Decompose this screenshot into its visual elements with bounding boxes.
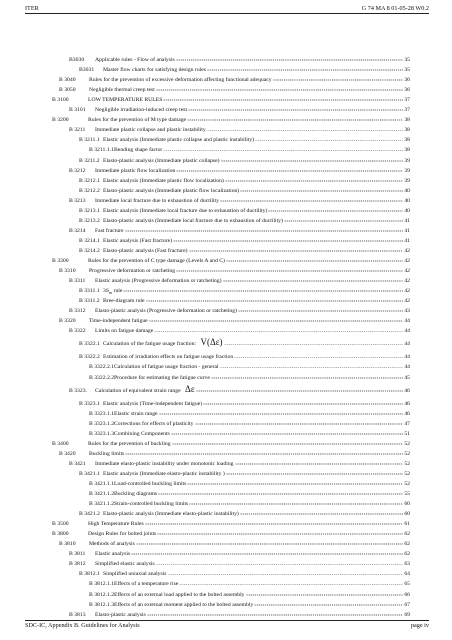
toc-entry-page: 52 xyxy=(404,470,410,477)
toc-entry-title: Calculation of the fatigue usage fraction: V(Δε) xyxy=(103,337,223,348)
toc-entry[interactable] xyxy=(89,145,410,153)
toc-entry-page: 41 xyxy=(404,217,410,224)
toc-entry[interactable] xyxy=(69,326,410,334)
toc-entry-title: Negligible thermal creep test xyxy=(89,87,155,94)
toc-leader-dots xyxy=(147,610,404,616)
toc-entry-title: Elastic analysis (Time-independent fatigue) xyxy=(103,400,203,407)
toc-entry[interactable] xyxy=(79,399,410,407)
toc-entry-page: 42 xyxy=(404,258,410,264)
toc-entry[interactable] xyxy=(59,266,410,274)
toc-entry-title: Elastic analysis (Immediate plastic flow localization) xyxy=(103,177,224,184)
toc-leader-dots xyxy=(238,306,403,312)
toc-entry-page: 38 xyxy=(404,127,410,134)
toc-entry-number: B 3311 xyxy=(69,278,86,285)
toc-entry[interactable] xyxy=(52,519,410,527)
toc-entry-number: B 3420 xyxy=(59,450,76,457)
toc-leader-dots xyxy=(156,559,404,565)
toc-entry-title: LOW TEMPERATURE RULES xyxy=(88,97,163,104)
toc-entry[interactable] xyxy=(69,610,410,618)
toc-entry[interactable] xyxy=(79,176,410,184)
toc-entry-title: Elasto-plastic analysis (Immediate local fracture due to exhaustion of ductility) xyxy=(103,217,283,224)
toc-leader-dots xyxy=(220,362,404,368)
toc-entry[interactable] xyxy=(69,125,410,133)
toc-entry[interactable] xyxy=(79,569,410,577)
toc-entry-number: B 3211.1.1 xyxy=(89,147,114,154)
toc-entry[interactable] xyxy=(79,352,410,360)
toc-leader-dots xyxy=(176,266,403,272)
toc-leader-dots xyxy=(207,125,404,131)
toc-entry[interactable] xyxy=(79,286,410,296)
page-footer xyxy=(25,622,429,629)
toc-entry-title: Buckling limits xyxy=(89,450,125,457)
toc-entry-title: Elastic strain range xyxy=(114,410,158,417)
toc-entry-page: 42 xyxy=(404,298,410,305)
toc-leader-dots xyxy=(145,519,404,525)
toc-entry-page: 60 xyxy=(404,501,410,508)
toc-entry-number: B 3323.1.2 xyxy=(89,420,115,427)
toc-entry-title: Elastic analysis xyxy=(95,551,131,558)
toc-entry[interactable] xyxy=(89,489,410,497)
toc-entry-page: 39 xyxy=(404,167,410,174)
toc-entry-page: 41 xyxy=(404,227,410,234)
toc-entry-title: Elasto-plastic analysis (Immediate elasto-plastic instability) xyxy=(103,511,239,518)
toc-entry-title: Rules for the prevention of excessive deformation affecting functional adequacy xyxy=(89,77,272,84)
toc-entry-title: Strain-controlled buckling limits xyxy=(114,501,189,508)
toc-entry[interactable] xyxy=(89,590,410,598)
toc-entry-number: B 3322.2 xyxy=(79,354,100,361)
toc-entry-title: Progressive deformation or ratcheting xyxy=(89,268,176,275)
toc-entry-title: Elasto-plastic analysis (Fast fracture) xyxy=(103,247,188,254)
toc-entry[interactable] xyxy=(52,439,410,447)
toc-leader-dots xyxy=(154,326,403,332)
toc-entry-page: 62 xyxy=(404,531,410,538)
toc-entry[interactable] xyxy=(79,206,410,214)
toc-entry-page: 46 xyxy=(404,410,410,417)
toc-leader-dots xyxy=(163,145,403,151)
toc-entry-number: B 3300 xyxy=(52,258,69,264)
toc-entry-title: Applicable rules - Flow of analysis xyxy=(95,57,175,63)
toc-entry[interactable] xyxy=(69,196,410,204)
toc-entry-page: 44 xyxy=(404,354,410,361)
toc-entry-number: B 3213.2 xyxy=(79,217,100,224)
toc-entry-number: B 3421 xyxy=(69,460,86,467)
toc-entry-page: 46 xyxy=(404,400,410,407)
toc-entry-page: 44 xyxy=(404,328,410,335)
toc-entry-number: B 3322.1 xyxy=(79,341,100,348)
toc-entry-title: Time-independent fatigue xyxy=(89,318,148,325)
toc-entry-title: Methods of analysis xyxy=(89,541,135,548)
toc-leader-dots xyxy=(163,95,403,101)
toc-entry[interactable] xyxy=(79,135,410,143)
toc-leader-dots xyxy=(149,316,404,322)
toc-leader-dots xyxy=(220,196,403,202)
toc-entry[interactable] xyxy=(89,409,410,417)
toc-entry[interactable] xyxy=(79,469,410,477)
toc-leader-dots xyxy=(240,186,403,192)
toc-leader-dots xyxy=(284,216,403,222)
toc-entry-page: 38 xyxy=(404,137,410,144)
toc-entry-page: 61 xyxy=(404,521,410,528)
toc-entry[interactable] xyxy=(69,105,410,113)
toc-leader-dots xyxy=(187,115,403,121)
toc-entry[interactable] xyxy=(79,246,410,254)
toc-entry-number: B 3212 xyxy=(69,167,86,174)
toc-entry-number: B3030 xyxy=(69,57,85,63)
toc-leader-dots xyxy=(211,373,403,379)
toc-entry-page: 52 xyxy=(404,450,410,457)
toc-entry-number: B 3810 xyxy=(59,541,76,548)
toc-leader-dots xyxy=(136,539,404,545)
toc-entry-page: 35 xyxy=(404,57,410,63)
toc-leader-dots xyxy=(223,276,404,282)
toc-entry-title: Immediate elasto-plastic instability under monotonic loading xyxy=(95,460,234,467)
toc-leader-dots xyxy=(226,256,403,262)
toc-entry-page: 38 xyxy=(404,147,410,154)
toc-leader-dots xyxy=(131,549,403,555)
toc-entry[interactable] xyxy=(69,166,410,174)
toc-entry-number: B 3421.1.2 xyxy=(89,491,115,497)
toc-leader-dots xyxy=(234,352,403,358)
toc-leader-dots xyxy=(221,156,404,162)
toc-entry-number: B 3421.1 xyxy=(79,470,100,477)
toc-entry-title: High Temperature Rules xyxy=(88,521,144,528)
header-left: ITER xyxy=(25,5,39,12)
toc-entry-page: 45 xyxy=(404,374,410,381)
toc-entry[interactable] xyxy=(89,362,410,370)
toc-entry-title: Elastic analysis (Progressive deformation or ratcheting) xyxy=(95,278,222,285)
toc-entry-title: Elastic analysis (Fast fracture) xyxy=(103,237,173,244)
toc-leader-dots xyxy=(254,600,403,606)
toc-entry-page: 44 xyxy=(404,341,410,348)
toc-entry-page: 60 xyxy=(404,511,410,518)
toc-entry[interactable] xyxy=(89,373,410,381)
toc-entry-title: Elastic analysis (Immediate elasto-plastic instability ) xyxy=(103,470,225,477)
toc-entry-title: Rules for the prevention of buckling xyxy=(88,440,171,447)
toc-entry-title: Corrections for effects of plasticity xyxy=(114,420,194,427)
toc-entry-number: B 3322.2.1 xyxy=(89,364,115,371)
toc-entry-number: B 3320 xyxy=(59,318,76,325)
toc-entry[interactable] xyxy=(79,339,410,347)
toc-entry-page: 36 xyxy=(404,87,410,94)
toc-leader-dots xyxy=(225,176,403,182)
toc-entry[interactable] xyxy=(69,226,410,234)
toc-entry-page: 67 xyxy=(404,601,410,608)
toc-entry-title: Fast fracture xyxy=(95,227,124,234)
toc-entry-page: 42 xyxy=(404,247,410,254)
toc-entry-page: 63 xyxy=(404,561,410,568)
toc-entry-title: Elastic analysis (Immediate local fracture due to exhaustion of ductility) xyxy=(103,207,268,214)
toc-leader-dots xyxy=(187,479,403,485)
toc-entry-number: B 3812.1 xyxy=(79,571,100,578)
toc-entry-number: B 3211.1 xyxy=(79,137,100,144)
toc-entry-title: Immediate plastic flow localization xyxy=(95,167,176,174)
toc-entry-page: 39 xyxy=(404,157,410,164)
toc-entry-number: B 3312 xyxy=(69,308,86,315)
toc-entry-title: Elastic analysis (Immediate plastic collapse and plastic instability) xyxy=(103,137,255,144)
toc-leader-dots xyxy=(173,236,403,242)
toc-entry-number: B 3212.1 xyxy=(79,177,100,184)
toc-entry-number: B 3214.2 xyxy=(79,247,100,254)
toc-entry-page: 51 xyxy=(404,430,410,437)
toc-entry-number: B 3800 xyxy=(52,531,69,538)
toc-entry-page: 42 xyxy=(404,278,410,285)
toc-entry[interactable] xyxy=(89,499,410,507)
toc-entry-number: B 3213.1 xyxy=(79,207,100,214)
toc-entry-title: Immediate plastic collapse and plastic instability xyxy=(95,127,206,134)
toc-entry-number: B 3050 xyxy=(59,87,76,94)
toc-leader-dots xyxy=(176,55,404,61)
toc-entry-title: Elasto-plastic analysis (Immediate plastic flow localization) xyxy=(103,187,240,194)
toc-entry-number: B 3311.1 xyxy=(79,288,100,295)
toc-entry[interactable] xyxy=(52,529,410,537)
toc-leader-dots xyxy=(226,469,404,475)
toc-entry[interactable] xyxy=(79,509,410,517)
toc-entry-number: B 3311.2 xyxy=(79,298,100,305)
toc-entry-title: Procedure for estimating the fatigue curve xyxy=(114,374,210,381)
toc-entry-number: B 3214 xyxy=(69,227,86,234)
toc-entry-page: 37 xyxy=(404,97,410,104)
page-header xyxy=(25,5,429,12)
toc-entry-title: Load-controlled buckling limits xyxy=(114,480,187,487)
toc-entry-formula: Δε xyxy=(185,383,195,394)
toc-entry-page: 36 xyxy=(404,77,410,84)
toc-leader-dots xyxy=(125,226,404,232)
header-rule xyxy=(25,13,429,14)
toc-entry-number: B 3811 xyxy=(69,551,86,558)
toc-entry-page: 37 xyxy=(404,107,410,114)
toc-leader-dots xyxy=(159,409,404,415)
toc-leader-dots xyxy=(268,206,403,212)
toc-entry-page: 69 xyxy=(404,611,410,618)
toc-entry-page: 40 xyxy=(404,197,410,204)
toc-entry-number: B 3212.2 xyxy=(79,187,100,194)
toc-leader-dots xyxy=(273,75,404,81)
toc-entry[interactable] xyxy=(79,236,410,244)
toc-entry-title: Estimation of irradiation effects on fatigue usage fraction xyxy=(103,354,234,361)
toc-entry[interactable] xyxy=(89,600,410,608)
toc-leader-dots xyxy=(255,135,403,141)
toc-entry-title: Buckling diagrams xyxy=(114,491,158,497)
toc-leader-dots xyxy=(246,590,404,596)
toc-entry-number: B 3200 xyxy=(52,117,69,124)
toc-entry-number: B 3322 xyxy=(69,328,86,335)
toc-entry-number: B 3421.1.1 xyxy=(89,480,115,487)
toc-entry-number: B3031 xyxy=(79,67,95,74)
toc-entry-number: B 3323.1.3 xyxy=(89,430,115,437)
toc-entry[interactable] xyxy=(59,539,410,547)
toc-entry[interactable] xyxy=(69,459,410,467)
toc-entry-title: Limits on fatigue damage xyxy=(95,328,154,335)
toc-entry-page: 41 xyxy=(404,237,410,244)
toc-leader-dots xyxy=(203,399,403,405)
toc-entry-title: Elasto-plastic analysis xyxy=(95,611,146,618)
toc-entry-title: Design Rules for bolted joints xyxy=(88,531,157,538)
toc-entry-title: Elasto-plastic analysis (Progressive deformation or ratcheting) xyxy=(95,308,237,315)
toc-entry-page: 64 xyxy=(404,571,410,578)
toc-entry-number: B 3812 xyxy=(69,561,86,568)
toc-entry-page: 42 xyxy=(404,268,410,275)
footer-rule xyxy=(25,620,429,621)
toc-entry[interactable] xyxy=(89,429,410,437)
toc-entry-page: 39 xyxy=(404,177,410,184)
toc-leader-dots xyxy=(195,419,404,425)
toc-entry-number: B 3211.2 xyxy=(79,157,100,164)
toc-leader-dots xyxy=(158,489,403,495)
toc-entry-page: 62 xyxy=(404,541,410,548)
toc-entry-title: Simplified elastic analysis xyxy=(95,561,155,568)
toc-leader-dots xyxy=(189,246,404,252)
toc-entry-page: 52 xyxy=(404,460,410,467)
toc-entry-page: 40 xyxy=(404,187,410,194)
toc-entry-number: B 3813 xyxy=(69,611,86,618)
toc-leader-dots xyxy=(157,529,403,535)
toc-entry[interactable] xyxy=(79,216,410,224)
toc-entry-number: B 3214.1 xyxy=(79,237,100,244)
toc-entry[interactable] xyxy=(79,296,410,304)
toc-entry-number: B 3812.1.1 xyxy=(89,581,115,588)
toc-entry-number: B 3101 xyxy=(69,107,86,114)
toc-entry[interactable] xyxy=(69,549,410,557)
toc-leader-dots xyxy=(235,459,404,465)
toc-entry-page: 52 xyxy=(404,480,410,487)
footer-right: page iv xyxy=(410,622,429,629)
toc-entry-page: 43 xyxy=(404,308,410,315)
toc-leader-dots xyxy=(240,509,403,515)
toc-leader-dots xyxy=(171,429,404,435)
toc-entry-page: 62 xyxy=(404,551,410,558)
toc-entry[interactable] xyxy=(69,276,410,284)
toc-entry-number: B 3421.2 xyxy=(79,511,100,518)
toc-entry-title: Calculation of fatigue usage fraction - general xyxy=(114,364,219,371)
toc-entry-number: B 3421.1.2 xyxy=(89,501,115,508)
toc-entry-title: Effects of an external load applied to the bolted assembly xyxy=(114,591,245,598)
toc-entry-page: 44 xyxy=(404,364,410,371)
toc-entry[interactable] xyxy=(59,316,410,324)
toc-entry-page: 38 xyxy=(404,117,410,124)
toc-entry-page: 66 xyxy=(404,591,410,598)
toc-leader-dots xyxy=(189,499,403,505)
toc-entry[interactable] xyxy=(59,449,410,457)
toc-entry[interactable] xyxy=(79,156,410,164)
toc-entry-title: Rules for the prevention of M type damage xyxy=(88,117,187,124)
toc-entry-formula: V(Δε) xyxy=(200,337,223,348)
toc-leader-dots xyxy=(125,449,403,455)
toc-entry-title: Master flow charts for satisfying design rules xyxy=(103,67,206,74)
toc-entry-page: 55 xyxy=(404,491,410,497)
toc-leader-dots xyxy=(188,105,403,111)
toc-entry-number: B 3500 xyxy=(52,521,69,528)
toc-entry-page: 44 xyxy=(404,318,410,325)
toc-entry-title: Immediate local fracture due to exhaustion of ductility xyxy=(95,197,219,204)
toc-entry-number: B 3323. xyxy=(69,387,88,394)
toc-entry[interactable] xyxy=(52,256,410,264)
toc-entry-number: B 3211 xyxy=(69,127,86,134)
toc-entry[interactable] xyxy=(52,95,410,103)
toc-entry-number: B 3213 xyxy=(69,197,86,204)
toc-entry[interactable] xyxy=(79,186,410,194)
toc-leader-dots xyxy=(156,85,403,91)
toc-entry-title: Bending shape factor xyxy=(114,147,163,154)
toc-entry-title: Effects of an external moment applied to the bolted assembly xyxy=(114,601,254,608)
toc-entry-number: B 3400 xyxy=(52,440,69,447)
footer-left: SDC-IC, Appendix B. Guidelines for Analysis xyxy=(25,622,140,629)
toc-leader-dots xyxy=(123,286,403,292)
toc-leader-dots xyxy=(172,439,404,445)
toc-entry-title: Combining Components xyxy=(114,430,170,437)
toc-entry[interactable] xyxy=(52,115,410,123)
toc-entry-title: Simplified uniaxial analysis xyxy=(103,571,167,578)
toc-entry-number: B 3323.1.1 xyxy=(89,410,115,417)
toc-entry-number: B 3812.1.2 xyxy=(89,591,115,598)
toc-entry[interactable] xyxy=(59,75,410,83)
toc-entry-number: B 3040 xyxy=(59,77,76,84)
toc-entry[interactable] xyxy=(89,479,410,487)
toc-entry-number: B 3812.1.3 xyxy=(89,601,115,608)
toc-entry-number: B 3322.2.2 xyxy=(89,374,115,381)
toc-entry-title: Rules for the prevention of C type damage (Levels A and C) xyxy=(88,258,225,264)
toc-entry[interactable] xyxy=(69,55,410,63)
toc-entry-page: 35 xyxy=(404,67,410,74)
toc-entry[interactable] xyxy=(69,306,410,314)
toc-entry-title: $3S_m$ rule xyxy=(103,288,123,296)
toc-entry-page: 47 xyxy=(404,420,410,427)
toc-leader-dots xyxy=(207,65,403,71)
toc-entry[interactable] xyxy=(59,85,410,93)
toc-entry-page: 46 xyxy=(404,387,410,394)
toc-leader-dots xyxy=(146,296,404,302)
toc-entry-number: B 3310 xyxy=(59,268,76,275)
toc-entry-title: Calculation of equivalent strain range Δε xyxy=(95,383,195,394)
toc-entry-title: Negligible irradiation-induced creep test xyxy=(95,107,188,114)
toc-entry-number: B 3323.1 xyxy=(79,400,100,407)
toc-leader-dots xyxy=(224,339,404,345)
header-right: G 74 MA 8 01-05-28 W0.2 xyxy=(361,5,429,12)
toc-leader-dots xyxy=(196,386,404,392)
toc-entry-page: 65 xyxy=(404,581,410,588)
toc-entry-title: Effects of a temperature rise xyxy=(114,581,179,588)
toc-entry[interactable] xyxy=(79,65,410,73)
toc-entry-title: Elasto-plastic analysis (Immediate plastic collapse) xyxy=(103,157,220,164)
toc-leader-dots xyxy=(176,166,403,172)
toc-entry-page: 42 xyxy=(404,288,410,295)
toc-entry[interactable] xyxy=(89,419,410,427)
toc-entry-page: 52 xyxy=(404,440,410,447)
toc-entry-number: B 3100 xyxy=(52,97,69,104)
toc-leader-dots xyxy=(179,579,403,585)
toc-entry[interactable] xyxy=(69,383,410,394)
toc-leader-dots xyxy=(168,569,404,575)
toc-entry[interactable] xyxy=(89,579,410,587)
toc-entry-title: Bree-diagram rule xyxy=(103,298,145,305)
toc-entry[interactable] xyxy=(69,559,410,567)
toc-entry-page: 40 xyxy=(404,207,410,214)
